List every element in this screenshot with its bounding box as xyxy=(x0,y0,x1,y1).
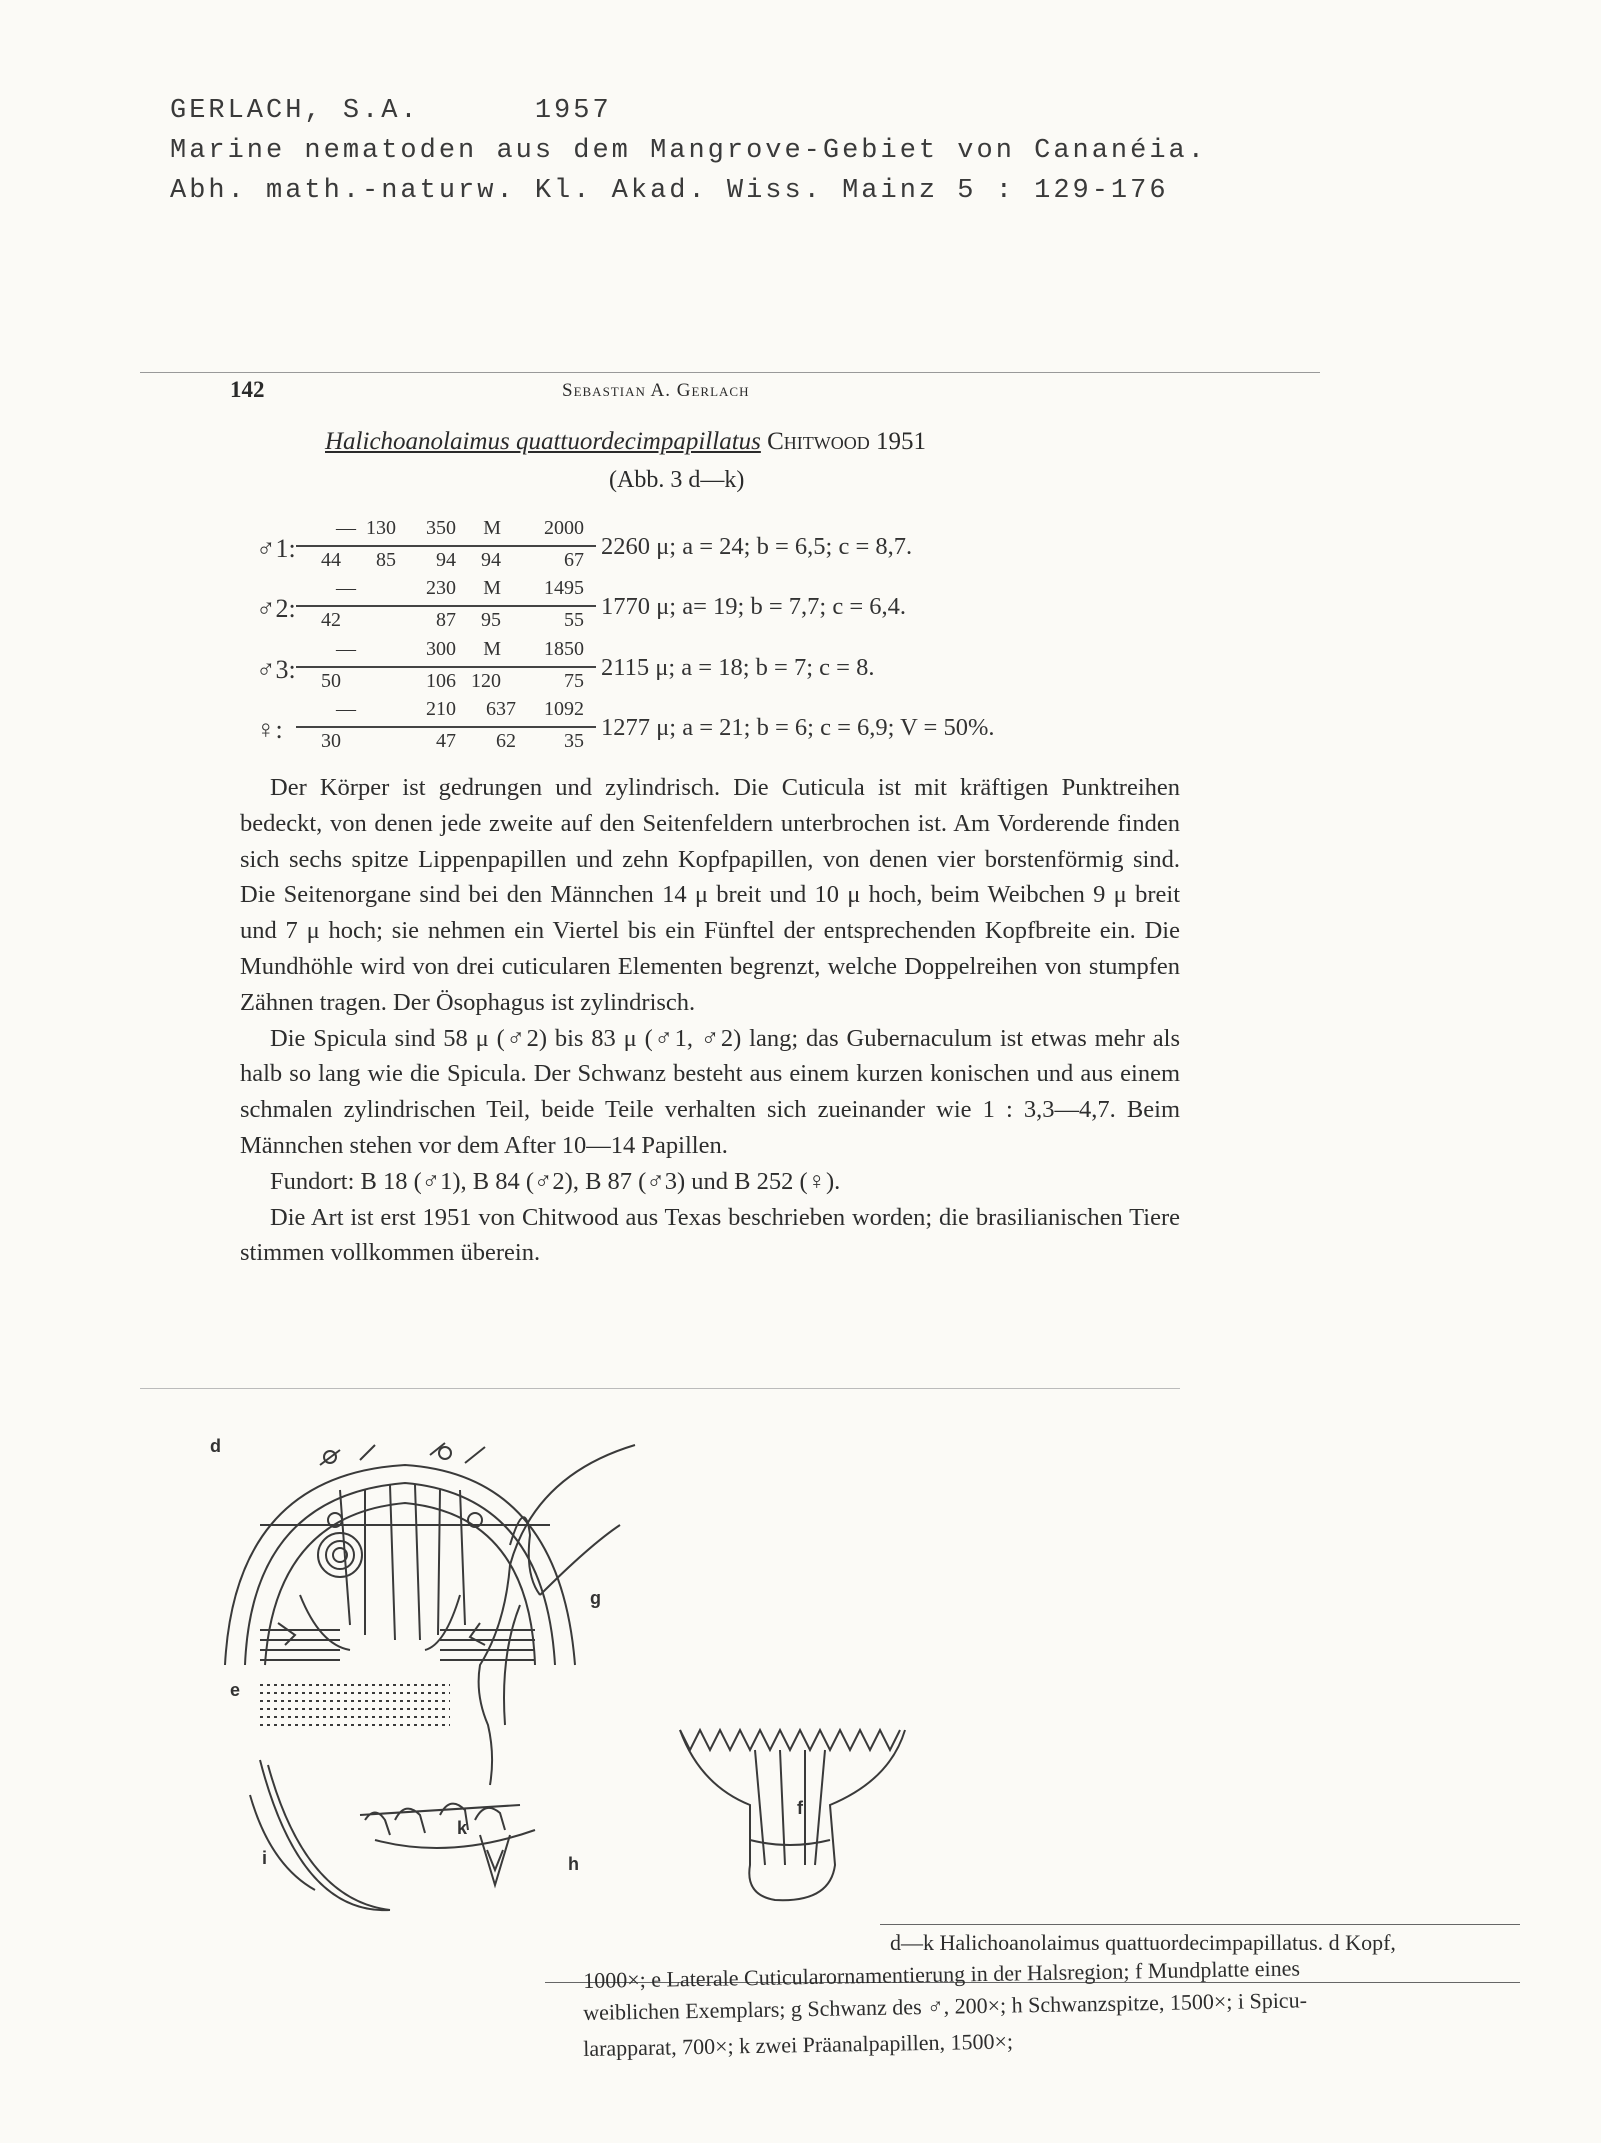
body-text xyxy=(240,770,1180,1271)
formula-result: 2115 μ; a = 18; b = 7; c = 8. xyxy=(601,654,875,681)
formula-male-2: ♂2: — 230 M 1495 42 87 95 55 1770 μ; a= 19; b = 7,7; c = 6,4. xyxy=(256,577,907,631)
paragraph-spicula: Die Spicula sind 58 μ (♂2) bis 83 μ (♂1, ♂2) lang; das Gubernaculum ist etwas mehr als halb so lang wie die Spicula. Der Schwanz besteht aus einem kurzen konischen und aus einem schmalen zylindrischen Teil, beide Teile verhalten sich zueinander wie 1 : 3,3—4,7. Beim Männchen stehen vor dem After 10—14 Papillen. xyxy=(240,1024,1180,1159)
species-heading xyxy=(325,428,926,456)
paragraph-fundort: Fundort: B 18 (♂1), B 84 (♂2), B 87 (♂3) und B 252 (♀). xyxy=(270,1167,841,1195)
formula-label: ♂3: xyxy=(256,655,296,684)
label-f: f xyxy=(797,1798,803,1818)
formula-result: 1770 μ; a= 19; b = 7,7; c = 6,4. xyxy=(601,593,907,620)
caption-line-2: 1000×; e Laterale Cuticularornamentierung in der Halsregion; f Mundplatte eines xyxy=(583,1955,1301,1993)
caption-line-1: d—k Halichoanolaimus quattuordecimpapillatus. d Kopf, xyxy=(890,1930,1396,1955)
label-k: k xyxy=(457,1818,468,1838)
caption-line-4: larapparat, 700×; k zwei Präanalpapillen, 1500×; xyxy=(583,2028,1014,2061)
running-head: Sebastian A. Gerlach xyxy=(562,380,750,401)
page-number: 142 xyxy=(230,377,265,402)
label-g: g xyxy=(590,1588,601,1608)
citation-year: 1957 xyxy=(534,96,612,126)
caption-line-3: weiblichen Exemplars; g Schwanz des ♂, 200×; h Schwanzspitze, 1500×; i Spicu- xyxy=(583,1987,1308,2025)
figure-i-spicule xyxy=(250,1760,390,1910)
species-name: Halichoanolaimus quattuordecimpapillatus xyxy=(325,428,761,455)
label-i: i xyxy=(262,1848,268,1868)
formula-result: 2260 μ; a = 24; b = 6,5; c = 8,7. xyxy=(601,533,913,560)
species-authority: Chitwood 1951 xyxy=(767,428,927,455)
formula-label: ♂2: xyxy=(256,594,296,623)
label-e: e xyxy=(230,1680,241,1700)
label-h: h xyxy=(568,1854,579,1874)
figure-f-mouth-plate xyxy=(680,1730,905,1900)
figure-e-ornamentation xyxy=(260,1685,450,1725)
formula-male-1: ♂1: — 130 350 M 2000 44 85 94 94 67 2260 μ; a = 24; b = 6,5; c = 8,7. xyxy=(256,517,913,571)
citation-line-1 xyxy=(170,96,612,126)
figure-reference: (Abb. 3 d—k) xyxy=(609,467,745,493)
formula-label: ♂1: xyxy=(256,534,296,563)
figure-h-tail-tip xyxy=(480,1835,510,1885)
figure-d-head xyxy=(225,1443,575,1665)
citation-line-2: Marine nematoden aus dem Mangrove-Gebiet von Cananéia. xyxy=(170,136,1207,166)
label-d: d xyxy=(210,1436,221,1456)
paragraph-description: Der Körper ist gedrungen und zylindrisch. Die Cuticula ist mit kräftigen Punktreihen bedeckt, von denen jede zweite auf den Seitenfeldern unterbrochen ist. Am Vorderende finden sich sechs spitze Lippenpapillen und zehn Kopfpapillen, von denen vier borstenförmig sind. Die Seitenorgane sind bei den Männchen 14 μ breit und 10 μ hoch, beim Weibchen 9 μ breit und 7 μ hoch; sie nehmen ein Viertel bis ein Fünftel der entsprechenden Kopfbreite ein. Die Mundhöhle wird von drei cuticularen Elementen begrenzt, welche Doppelreihen von stumpfen Zähnen tragen. Der Ösophagus ist zylindrisch. xyxy=(240,774,1180,1016)
citation-author: GERLACH, S.A. xyxy=(170,96,420,126)
formula-result: 1277 μ; a = 21; b = 6; c = 6,9; V = 50%. xyxy=(601,714,995,741)
formula-female: ♀: — 210 637 1092 30 47 62 35 1277 μ; a = 21; b = 6; c = 6,9; V = 50%. xyxy=(256,698,995,752)
caption-rule-top xyxy=(880,1924,1520,1925)
figure-g-tail xyxy=(479,1445,635,1785)
figure-rule xyxy=(140,1388,1180,1389)
figure-plate xyxy=(190,1395,1070,1955)
formula-label: ♀: xyxy=(256,715,283,744)
formula-male-3: ♂3: — 300 M 1850 50 106 120 75 2115 μ; a = 18; b = 7; c = 8. xyxy=(256,638,875,692)
paragraph-remark: Die Art ist erst 1951 von Chitwood aus Texas beschrieben worden; die brasilianischen Tiere stimmen vollkommen überein. xyxy=(240,1203,1180,1267)
citation-line-3: Abh. math.-naturw. Kl. Akad. Wiss. Mainz 5 : 129-176 xyxy=(170,176,1169,206)
header-rule xyxy=(140,372,1320,373)
